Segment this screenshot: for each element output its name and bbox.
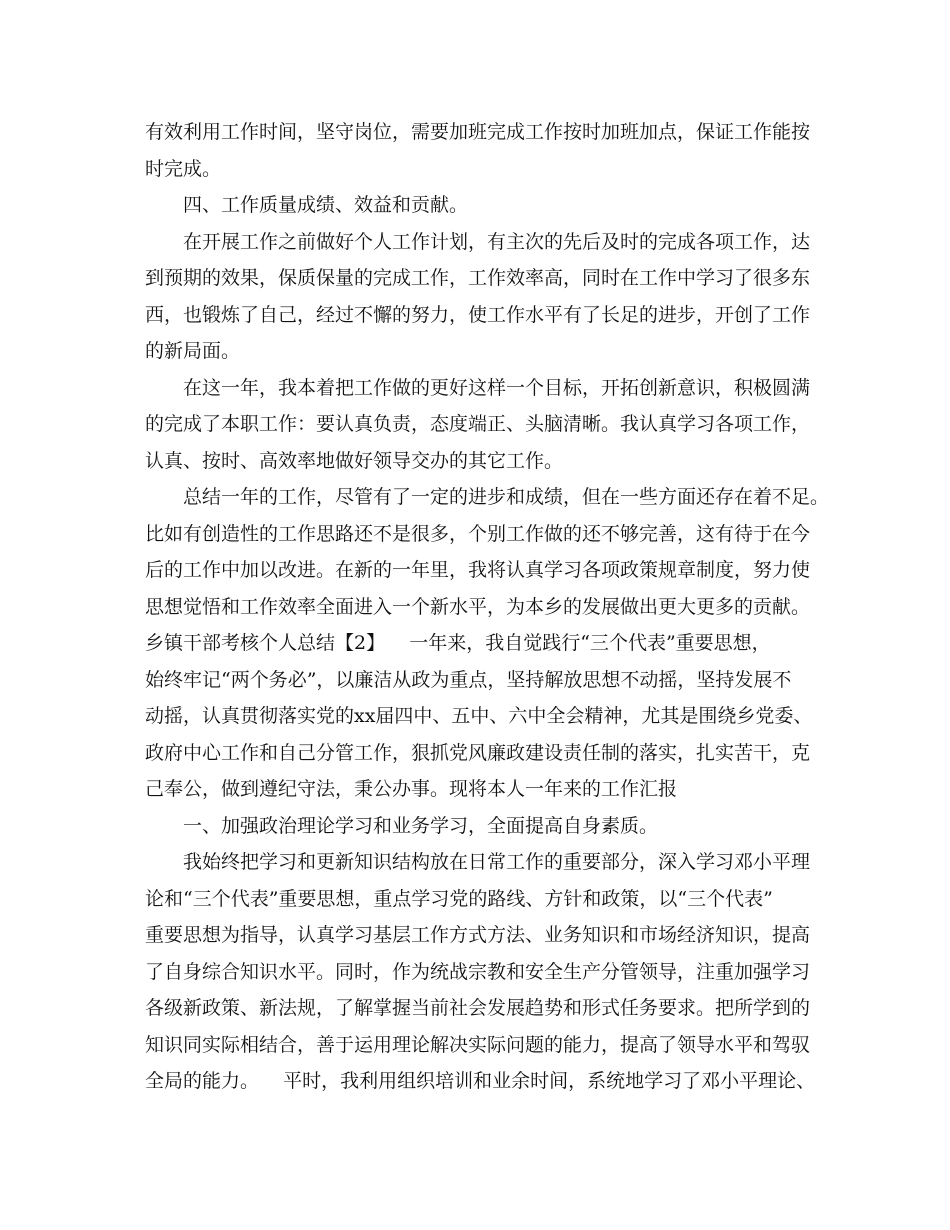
text-line: 重要思想为指导，认真学习基层工作方式方法、业务知识和市场经济知识，提高 bbox=[145, 924, 811, 946]
text-line: 了自身综合知识水平。同时，作为统战宗教和安全生产分管领导，注重加强学习 bbox=[145, 960, 811, 983]
section-heading: 四、工作质量成绩、效益和贡献。 bbox=[183, 194, 469, 216]
text-line: 知识同实际相结合，善于运用理论解决实际问题的能力，提高了领导水平和驾驭 bbox=[145, 1033, 811, 1056]
text-line: 己奉公，做到遵纪守法，秉公办事。现将本人一年来的工作汇报 bbox=[145, 778, 678, 800]
text-line: 的完成了本职工作：要认真负责，态度端正、头脑清晰。我认真学习各项工作， bbox=[145, 413, 811, 435]
document-body bbox=[145, 114, 830, 1100]
text-line: 思想觉悟和工作效率全面进入一个新水平，为本乡的发展做出更大更多的贡献。 bbox=[145, 595, 811, 618]
text-line: 认真、按时、高效率地做好领导交办的其它工作。 bbox=[145, 449, 564, 472]
text-line: 在开展工作之前做好个人工作计划，有主次的先后及时的完成各项工作，达 bbox=[183, 230, 811, 253]
text-line: 政府中心工作和自己分管工作，狠抓党风廉政建设责任制的落实，扎实苦干，克 bbox=[145, 741, 811, 764]
section-heading: 一、加强政治理论学习和业务学习，全面提高自身素质。 bbox=[183, 814, 659, 837]
text-line: 我始终把学习和更新知识结构放在日常工作的重要部分，深入学习邓小平理 bbox=[183, 851, 811, 873]
text-line: 全局的能力。 平时，我利用组织培训和业余时间，系统地学习了邓小平理论、 bbox=[145, 1070, 816, 1092]
text-line: 在这一年，我本着把工作做的更好这样一个目标，开拓创新意识，积极圆满 bbox=[183, 376, 811, 399]
text-line: 到预期的效果，保质保量的完成工作，工作效率高，同时在工作中学习了很多东 bbox=[145, 267, 811, 289]
text-line: 时完成。 bbox=[145, 157, 222, 180]
text-line: 动摇，认真贯彻落实党的xx届四中、五中、六中全会精神，尤其是围绕乡党委、 bbox=[145, 705, 813, 727]
text-line: 始终牢记“两个务必”，以廉洁从政为重点，坚持解放思想不动摇，坚持发展不 bbox=[145, 668, 792, 691]
text-line: 总结一年的工作，尽管有了一定的进步和成绩，但在一些方面还存在着不足。 bbox=[183, 486, 830, 508]
text-line: 后的工作中加以改进。在新的一年里，我将认真学习各项政策规章制度，努力使 bbox=[145, 559, 811, 581]
text-line: 比如有创造性的工作思路还不是很多，个别工作做的还不够完善，这有待于在今 bbox=[145, 522, 811, 545]
text-line: 西，也锻炼了自己，经过不懈的努力，使工作水平有了长足的进步，开创了工作 bbox=[145, 303, 811, 326]
text-line: 有效利用工作时间，坚守岗位，需要加班完成工作按时加班加点，保证工作能按 bbox=[145, 121, 811, 143]
text-line: 乡镇干部考核个人总结【2】 一年来，我自觉践行“三个代表”重要思想， bbox=[145, 632, 771, 654]
text-line: 论和“三个代表”重要思想，重点学习党的路线、方针和政策，以“三个代表” bbox=[145, 887, 773, 910]
text-line: 的新局面。 bbox=[145, 340, 241, 362]
text-line: 各级新政策、新法规，了解掌握当前社会发展趋势和形式任务要求。把所学到的 bbox=[145, 997, 811, 1019]
